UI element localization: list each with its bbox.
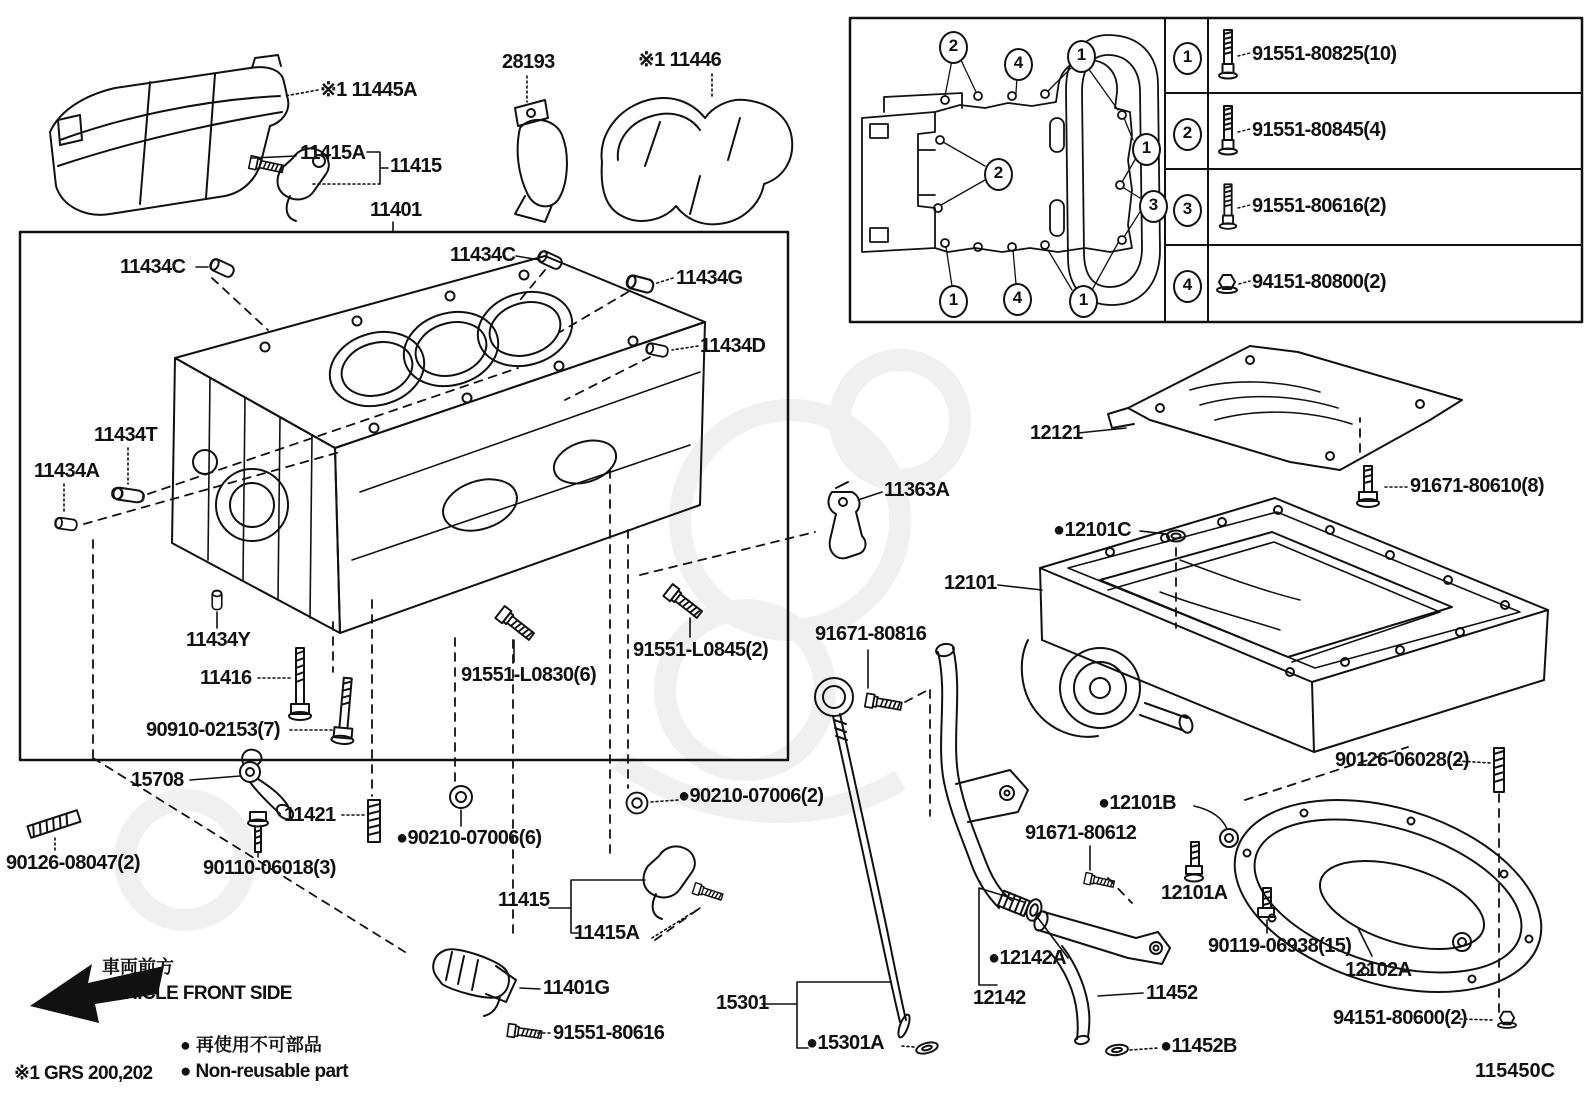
part-label-12142: 12142 <box>973 987 1026 1009</box>
bolt-90910 <box>331 677 359 745</box>
part-label-15301: 15301 <box>716 992 769 1014</box>
gasket-11452b <box>1105 1044 1128 1057</box>
part-label-11434t: 11434T <box>94 424 158 446</box>
part-label-11446: ※1 11446 <box>638 49 722 71</box>
bolt-12101a <box>1185 842 1203 882</box>
part-label-11434c-left: 11434C <box>120 256 186 278</box>
inset-callout-1c: 1 <box>939 285 968 318</box>
part-label-15708: 15708 <box>131 769 184 791</box>
part-label-28193: 28193 <box>502 51 555 73</box>
inlet-tube-11452 <box>1032 910 1170 1046</box>
part-label-12102a: 12102A <box>1345 959 1412 981</box>
part-label-11434d: 11434D <box>700 335 766 357</box>
legend-part-4: 94151-80800(2) <box>1252 271 1386 293</box>
part-label-91671-80612: 91671-80612 <box>1025 822 1137 844</box>
part-label-91551-80616: 91551-80616 <box>553 1022 665 1044</box>
nonreusable-note-en: ● Non-reusable part <box>180 1061 348 1082</box>
part-label-12142a: ●12142A <box>988 947 1066 969</box>
bolt-90119 <box>1258 888 1274 917</box>
part-label-12101b: ●12101B <box>1098 792 1176 814</box>
legend-part-3: 91551-80616(2) <box>1252 195 1386 217</box>
part-label-11415-top: 11415 <box>390 155 442 177</box>
legend-callout-3: 3 <box>1173 194 1202 227</box>
insulator-11446 <box>601 98 792 224</box>
part-label-90210-6: ●90210-07006(6) <box>396 827 542 849</box>
inset-callout-4a: 4 <box>1004 48 1033 81</box>
part-label-12101: 12101 <box>944 572 997 594</box>
sensor-28193 <box>515 100 567 222</box>
figure-code: 115450C <box>1475 1060 1556 1082</box>
part-label-91671-80610: 91671-80610(8) <box>1410 475 1544 497</box>
part-label-11434y: 11434Y <box>186 629 251 651</box>
bolt-11416 <box>289 648 311 720</box>
part-label-90210-2: ●90210-07006(2) <box>678 785 824 807</box>
part-label-90126-08047: 90126-08047(2) <box>6 852 140 874</box>
gauge-guide-12142 <box>935 642 1030 916</box>
front-side-label-en: VEHICLE FRONT SIDE <box>100 983 292 1004</box>
footnote-grs: ※1 GRS 200,202 <box>14 1063 153 1084</box>
part-label-90110: 90110-06018(3) <box>203 857 336 879</box>
part-label-11452: 11452 <box>1146 982 1198 1004</box>
part-label-15301a: ●15301A <box>806 1032 884 1054</box>
inset-callout-2a: 2 <box>939 31 968 64</box>
front-side-label-jp: 車両前方 <box>102 957 174 977</box>
gasket-15301a <box>915 1040 939 1055</box>
part-label-11415a-bottom: 11415A <box>574 922 640 944</box>
nut-94151 <box>1498 1012 1516 1028</box>
part-label-12101a: 12101A <box>1161 882 1228 904</box>
cylinder-block <box>172 256 705 633</box>
legend-callout-2: 2 <box>1173 118 1202 151</box>
bracket-11363a <box>829 482 866 558</box>
stud-90126-08047 <box>27 810 80 837</box>
legend-part-1: 91551-80825(10) <box>1252 43 1397 65</box>
part-label-94151-80600: 94151-80600(2) <box>1333 1007 1467 1029</box>
inset-callout-1a: 1 <box>1067 40 1096 73</box>
part-label-90119: 90119-06938(15) <box>1208 935 1352 957</box>
cam-sensor-11401g <box>433 949 516 1016</box>
oil-pan-lower-12102a <box>1211 766 1565 1027</box>
part-label-90126-06028: 90126-06028(2) <box>1335 749 1469 771</box>
legend-part-2: 91551-80845(4) <box>1252 119 1386 141</box>
part-label-11445a: ※1 11445A <box>320 79 417 101</box>
inset-callout-3a: 3 <box>1139 190 1168 223</box>
part-label-11415a-top: 11415A <box>300 142 366 164</box>
part-label-11401: 11401 <box>370 199 422 221</box>
cylinder-head-cover <box>50 55 288 215</box>
bolt-91671-80610 <box>1357 466 1379 507</box>
part-label-11434a: 11434A <box>34 460 100 482</box>
oil-dipstick <box>815 678 912 1039</box>
part-label-11415-bottom: 11415 <box>498 889 550 911</box>
water-temp-sensor-bottom <box>643 846 723 919</box>
part-label-91671-80816: 91671-80816 <box>815 623 927 645</box>
legend-callout-1: 1 <box>1173 42 1202 75</box>
part-label-11421: 11421 <box>284 804 336 826</box>
part-label-91551-l0845: 91551-L0845(2) <box>633 639 769 661</box>
stud-11421 <box>368 800 380 842</box>
part-label-12101c: ●12101C <box>1053 519 1131 541</box>
inset-callout-2b: 2 <box>984 158 1013 191</box>
part-label-11434g: 11434G <box>676 267 743 289</box>
part-label-11401g: 11401G <box>543 977 610 999</box>
stud-90126-06028 <box>1494 748 1504 792</box>
part-label-90910: 90910-02153(7) <box>146 719 280 741</box>
part-label-11452b: ●11452B <box>1160 1035 1237 1057</box>
grommet-12101b <box>1220 829 1238 847</box>
part-label-11434c-right: 11434C <box>450 244 516 266</box>
nonreusable-note-jp: ● 再使用不可部品 <box>180 1035 322 1055</box>
inset-callout-1b: 1 <box>1132 133 1161 166</box>
part-label-11363a: 11363A <box>884 479 950 501</box>
inset-callout-4b: 4 <box>1003 283 1032 316</box>
legend-callout-4: 4 <box>1173 270 1202 303</box>
inset-callout-1d: 1 <box>1069 285 1098 318</box>
part-label-11416: 11416 <box>200 667 252 689</box>
part-label-91551-l0830: 91551-L0830(6) <box>461 664 597 686</box>
baffle-plate-12121 <box>1108 346 1462 470</box>
part-label-12121: 12121 <box>1030 422 1083 444</box>
